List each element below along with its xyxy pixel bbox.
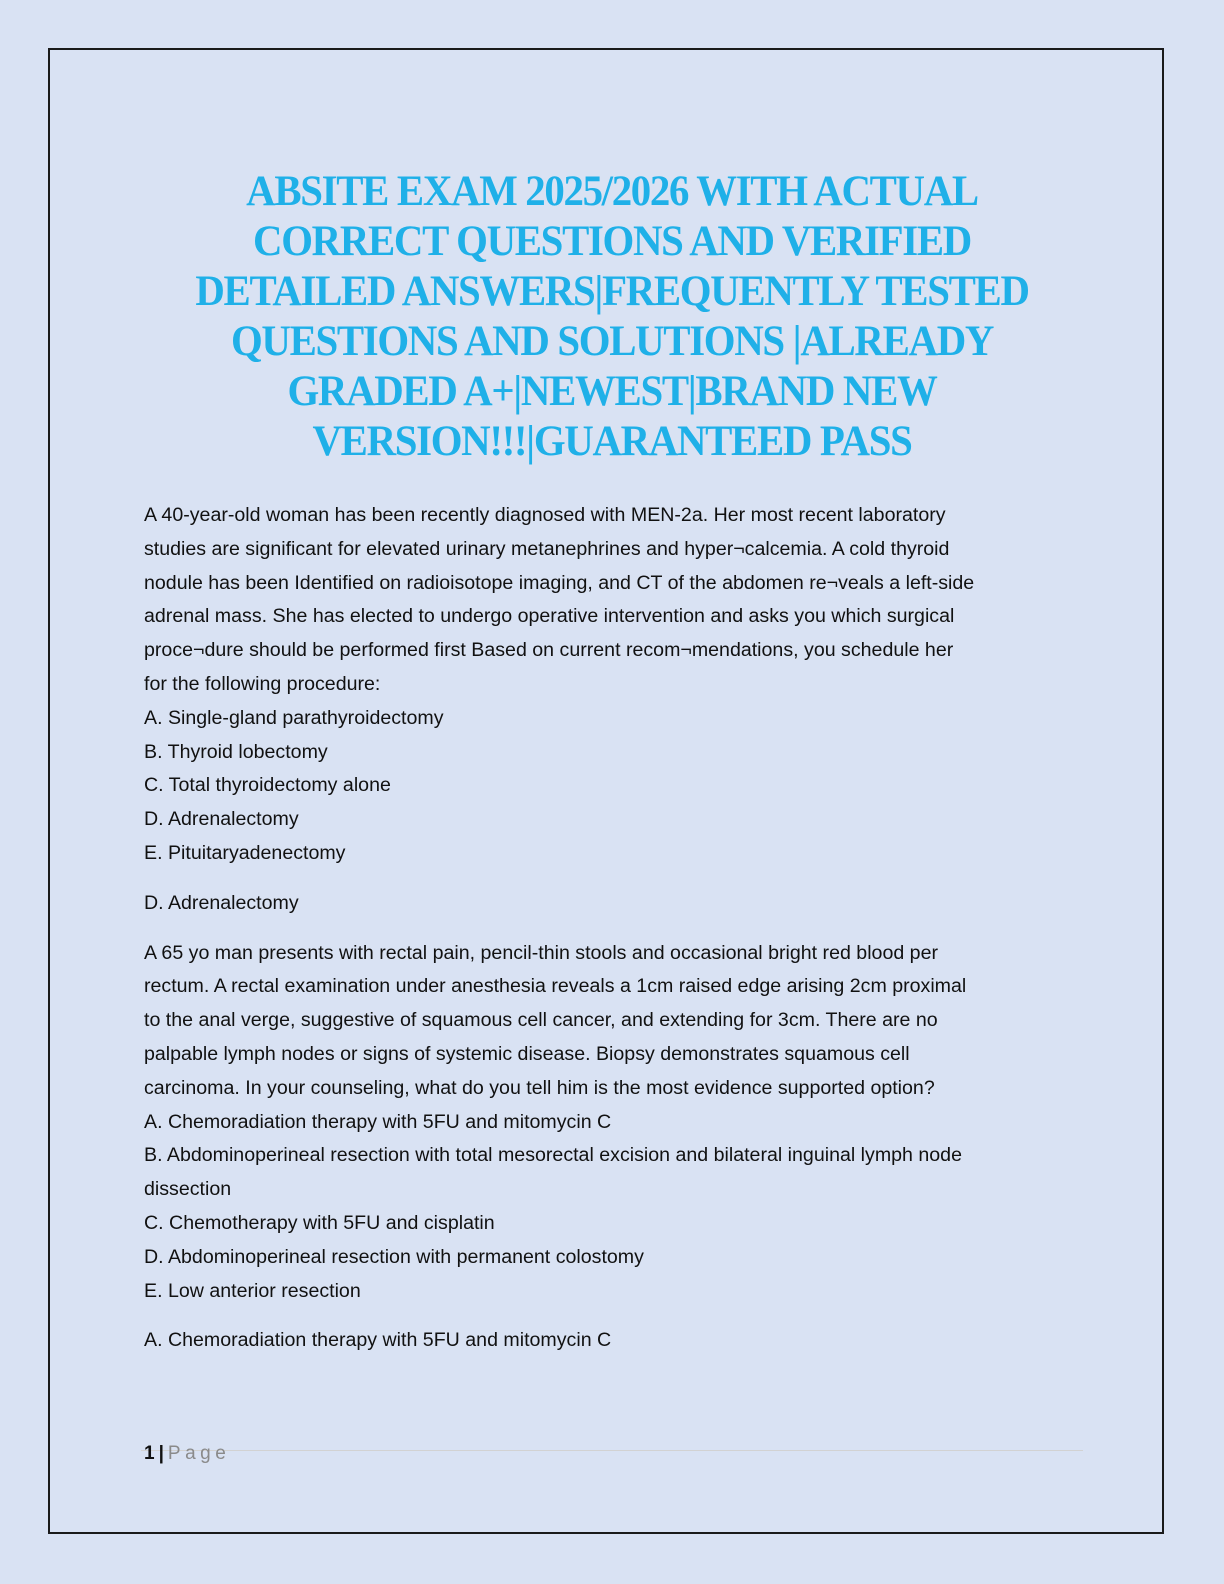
question-stem-line: palpable lymph nodes or signs of systemic disease. Biopsy demonstrates squamous cell	[144, 1042, 910, 1065]
correct-answer: D. Adrenalectomy	[144, 891, 299, 914]
answer-option: E. Pituitaryadenectomy	[144, 841, 346, 864]
document-body	[144, 499, 1084, 1358]
correct-answer: A. Chemoradiation therapy with 5FU and mitomycin C	[144, 1329, 612, 1352]
answer-option: B. Abdominoperineal resection with total mesorectal excision and bilateral inguinal lymph node	[144, 1144, 962, 1167]
answer-option: E. Low anterior resection	[144, 1279, 361, 1302]
answer-option: D. Adrenalectomy	[144, 808, 299, 831]
answer-option: C. Total thyroidectomy alone	[144, 774, 391, 797]
page-label: Page	[167, 1443, 231, 1464]
question-stem-line: carcinoma. In your counseling, what do you tell him is the most evidence supported option?	[144, 1076, 935, 1099]
spacer	[144, 1308, 1084, 1324]
question-stem-line: adrenal mass. She has elected to undergo operative intervention and asks you which surgical	[144, 605, 955, 628]
answer-option: A. Single-gland parathyroidectomy	[144, 706, 444, 729]
answer-option-continuation: dissection	[144, 1178, 232, 1201]
question-stem-line: rectum. A rectal examination under anesthesia reveals a 1cm raised edge arising 2cm proximal	[144, 975, 967, 998]
answer-option: D. Abdominoperineal resection with permanent colostomy	[144, 1245, 644, 1268]
spacer	[144, 871, 1084, 887]
question-stem-line: proce¬dure should be performed first Based on current recom¬mendations, you schedule her	[144, 639, 954, 662]
question-stem-line: studies are significant for elevated urinary metanephrines and hyper¬calcemia. A cold thyroid	[144, 537, 950, 560]
answer-option: A. Chemoradiation therapy with 5FU and mitomycin C	[144, 1110, 612, 1133]
question-stem-line: for the following procedure:	[144, 672, 381, 695]
question-2	[144, 937, 1084, 1359]
answer-option: B. Thyroid lobectomy	[144, 740, 328, 763]
question-stem-line: nodule has been Identified on radioisotope imaging, and CT of the abdomen re¬veals a left-side	[144, 571, 975, 594]
page-number: 1	[144, 1443, 155, 1464]
document-title: ABSITE EXAM 2025/2026 WITH ACTUAL CORRECT QUESTIONS AND VERIFIED DETAILED ANSWERS|FREQUENTLY TESTED QUESTIONS AND SOLUTIONS |ALREADY GRADED A+|NEWEST|BRAND NEW VERSION!!!|GUARANTEED PASS	[195, 168, 1029, 465]
question-1	[144, 499, 1084, 921]
page-separator: |	[158, 1443, 164, 1464]
answer-option: C. Chemotherapy with 5FU and cisplatin	[144, 1211, 495, 1234]
footer-divider	[141, 1450, 1083, 1451]
question-stem-line: A 65 yo man presents with rectal pain, pencil-thin stools and occasional bright red blood per	[144, 941, 939, 964]
question-stem-line: to the anal verge, suggestive of squamous cell cancer, and extending for 3cm. There are no	[144, 1009, 938, 1032]
question-stem-line: A 40-year-old woman has been recently diagnosed with MEN-2a. Her most recent laboratory	[144, 504, 946, 526]
spacer	[144, 921, 1084, 937]
page-footer	[144, 1440, 230, 1468]
